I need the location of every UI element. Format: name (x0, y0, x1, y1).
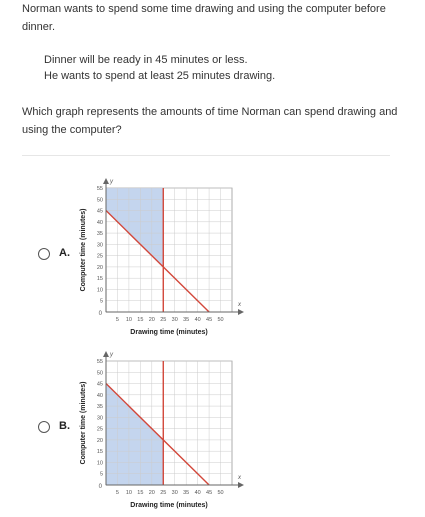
y-axis-title: Computer time (minutes) (80, 381, 87, 465)
y-tick-label: 35 (96, 404, 103, 411)
question-prompt: Which graph represents the amounts of time Norman can spend drawing and using the computer? (22, 106, 398, 136)
origin-label: 0 (98, 484, 102, 490)
x-tick-label: 30 (171, 317, 178, 323)
y-tick-label: 20 (96, 264, 103, 271)
graph-a-chart (72, 177, 248, 339)
x-tick-label: 30 (171, 490, 178, 496)
graph-a (72, 177, 248, 344)
x-tick-label: 20 (148, 490, 155, 496)
x-tick-label: 20 (148, 317, 155, 323)
x-tick-label: 10 (125, 490, 132, 496)
x-tick-label: 5 (115, 490, 119, 496)
y-tick-label: 10 (96, 460, 103, 467)
y-tick-label: 45 (96, 381, 103, 388)
y-tick-label: 45 (96, 208, 103, 215)
x-tick-label: 10 (125, 317, 132, 323)
y-tick-label: 50 (96, 197, 103, 204)
condition-dinner: Dinner will be ready in 45 minutes or less. (44, 54, 248, 66)
y-tick-label: 20 (96, 437, 103, 444)
y-axis-letter: y (110, 179, 113, 185)
y-tick-label: 55 (96, 359, 103, 365)
condition-drawing: He wants to spend at least 25 minutes drawing. (44, 70, 276, 82)
radio-option-b[interactable] (38, 421, 50, 433)
x-tick-label: 15 (137, 490, 144, 496)
y-axis-arrow (103, 351, 109, 357)
x-tick-label: 50 (217, 317, 224, 323)
y-tick-label: 25 (96, 253, 103, 260)
x-tick-label: 40 (194, 490, 201, 496)
option-a-label: A. (59, 247, 70, 259)
graph-b (72, 350, 248, 517)
x-tick-label: 40 (194, 317, 201, 323)
x-tick-label: 50 (217, 490, 224, 496)
x-tick-label: 15 (137, 317, 144, 323)
y-tick-label: 30 (96, 242, 103, 249)
x-tick-label: 45 (206, 490, 213, 496)
conditions-list (44, 52, 275, 84)
x-tick-label: 45 (206, 317, 213, 323)
y-tick-label: 35 (96, 231, 103, 238)
x-tick-label: 25 (160, 317, 167, 323)
radio-option-a[interactable] (38, 248, 50, 260)
y-axis-letter: y (110, 352, 113, 358)
x-tick-label: 5 (115, 317, 119, 323)
x-axis-letter: x (238, 475, 241, 481)
y-tick-label: 15 (96, 276, 103, 283)
y-tick-label: 55 (96, 186, 103, 192)
y-tick-label: 30 (96, 415, 103, 422)
x-axis-title: Drawing time (minutes) (130, 502, 208, 509)
divider (22, 155, 390, 156)
x-axis-letter: x (238, 302, 241, 308)
y-tick-label: 40 (96, 392, 103, 399)
x-tick-label: 35 (183, 317, 190, 323)
y-tick-label: 5 (99, 471, 103, 478)
y-axis-arrow (103, 178, 109, 184)
x-tick-label: 35 (183, 490, 190, 496)
y-tick-label: 25 (96, 426, 103, 433)
x-axis-arrow (238, 482, 244, 488)
y-tick-label: 5 (99, 298, 103, 305)
question-text: Norman wants to spend some time drawing and using the computer before dinner. (22, 3, 386, 33)
y-tick-label: 10 (96, 287, 103, 294)
origin-label: 0 (98, 311, 102, 317)
graph-b-chart (72, 350, 248, 512)
y-tick-label: 40 (96, 219, 103, 226)
y-tick-label: 15 (96, 449, 103, 456)
x-axis-arrow (238, 309, 244, 315)
y-tick-label: 50 (96, 370, 103, 377)
x-tick-label: 25 (160, 490, 167, 496)
x-axis-title: Drawing time (minutes) (130, 329, 208, 336)
option-b-label: B. (59, 420, 70, 432)
y-axis-title: Computer time (minutes) (80, 208, 87, 292)
